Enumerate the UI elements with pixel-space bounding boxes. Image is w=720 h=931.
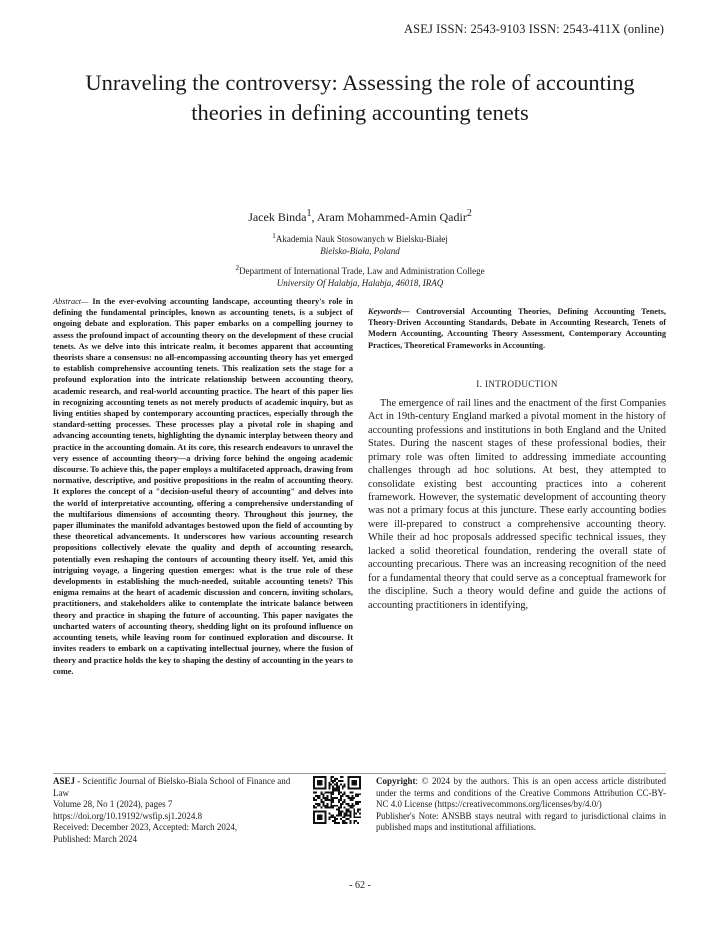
abstract-text: In the ever-evolving accounting landscape, accounting theory's role in defining the fundamental principles, known as accounting tenets, is a subject of ongoing debate and exploration. This paper embarks on a compelling journey to assess the profound impact of accounting theory on the development of these crucial tenets. As we delve into this intricate realm, it becomes apparent that accounting theorists share a consensus: no all-encompassing accounting theory has yet emerged to establish comprehensive accounting tenets. This realization sets the stage for a profound exploration into the intricate relationship between accounting theory, academic research, and real-world accounting practice. The heart of this paper lies in recognizing accounting tenets as not merely products of academic inquiry, but as living entities shaped by contemporary accounting practices, especially through the standard-setting processes. These processes play a pivotal role in shaping and advancing accounting tenets, highlighting the dynamic interplay between theory and practice in the accounting domain. At its core, this research endeavors to unravel the very essence of accounting theory—a driving force behind the ongoing academic discourse. To achieve this, the paper employs a multifaceted approach, drawing from normative, descriptive, and positive propositions in the realm of accounting theory. It explores the concept of a "decision-useful theory of accounting" and delves into the world of interpretative accounting, offering a comprehensive understanding of the multifarious dimensions of accounting theory. Throughout this journey, the paper illuminates the manifold advantages bestowed upon the field of accounting by these theoretical advancements. It underscores how various accounting research propositions collectively elevate the quality and depth of accounting research, potentially even reshaping the contours of accounting theory itself. Yet, amid this intriguing voyage, a lingering question emerges: what is the true role of these developments in establishing the much-needed, suitable accounting tenets? This enigma remains at the heart of academic discussion and concern, inviting scholars, practitioners, and stakeholders alike to contemplate the intricate balance between theory and practice in shaping the future of accounting. This paper navigates the uncharted waters of accounting theory, shedding light on its profound influence on accounting tenets, while leaving room for continued exploration and discourse. It invites readers to embark on a captivating intellectual journey, where the fusion of theory and practice holds the key to shaping the destiny of accounting in the years to come. xyxy=(53,297,353,676)
author-name: Aram Mohammed-Amin Qadir xyxy=(316,210,467,224)
section-heading-introduction: I. INTRODUCTION xyxy=(476,378,558,389)
abstract-column xyxy=(53,296,353,677)
journal-title xyxy=(53,776,303,799)
journal-full-name: - Scientific Journal of Bielsko-Biala School of Finance and Law xyxy=(53,776,291,798)
affiliation xyxy=(0,230,720,257)
affiliation-mark: 1 xyxy=(272,231,276,240)
keywords xyxy=(368,306,666,351)
affiliation-mark: 2 xyxy=(235,263,240,272)
received-date: Received: December 2023, Accepted: March 2024, xyxy=(53,822,238,832)
publisher-note: Publisher's Note: ANSBB stays neutral with regard to jurisdictional claims in published maps and institutional affiliations. xyxy=(376,810,666,832)
copyright-label: Copyright xyxy=(376,776,416,786)
affiliation-name: Akademia Nauk Stosowanych w Bielsku-Białej xyxy=(275,234,448,244)
footer-divider xyxy=(53,773,666,774)
affiliation-place: University Of Halabja, Halabja, 46018, IRAQ xyxy=(276,278,444,288)
page-number: - 62 - xyxy=(349,880,371,891)
introduction-paragraph: The emergence of rail lines and the enactment of the first Companies Act in 19th-century England marked a pivotal moment in the history of accounting professions and institutions in both England and the United States. During the nascent stages of these professional bodies, their primary role was often limited to addressing immediate accounting challenges through ad hoc solutions. At best, they attempted to consolidate existing best accounting practices into a coherent framework. However, the systematic development of accounting theory was not a primary focus at this juncture. These early accounting bodies were ill-prepared to construct a comprehensive accounting theory. While their ad hoc proposals addressed specific technical issues, they lacked a solid theoretical foundation, rendering the overall state of accounting precarious. There was an increasing recognition of the need for a fundamental theory that could serve as a conceptual framework for the discipline. Such a theory would define and guide the actions of accounting practitioners in identifying, xyxy=(368,397,666,611)
affiliation-place: Bielsko-Biała, Poland xyxy=(320,246,400,256)
published-date: Published: March 2024 xyxy=(53,833,137,844)
copyright-text: : © 2024 by the authors. This is an open access article distributed under the terms and conditions of the Creative Commons Attribution CC-BY-NC 4.0 License (https://creativecommons.org/licenses/by/4.0/) xyxy=(376,776,666,809)
journal-volume: Volume 28, No 1 (2024), pages 7 xyxy=(53,799,173,809)
issn-header: ASEJ ISSN: 2543-9103 ISSN: 2543-411X (online) xyxy=(404,22,664,36)
keywords-label: Keywords— xyxy=(368,307,410,316)
author-name: Jacek Binda xyxy=(248,210,307,224)
affiliation-name: Department of International Trade, Law and Administration College xyxy=(239,266,485,276)
abstract-label: Abstract— xyxy=(53,297,89,306)
right-column xyxy=(368,296,666,612)
affiliation xyxy=(0,262,720,289)
author-affiliation-mark: 1 xyxy=(306,208,312,219)
author-affiliation-mark: 2 xyxy=(466,208,472,219)
qr-code-icon xyxy=(313,776,361,824)
paper-title: Unraveling the controversy: Assessing the role of accounting theories in defining accounting tenets xyxy=(85,70,635,125)
journal-info xyxy=(53,776,303,845)
author-list xyxy=(0,208,720,225)
journal-abbrev: ASEJ xyxy=(53,776,76,786)
doi-link[interactable]: https://doi.org/10.19192/wsfip.sj1.2024.8 xyxy=(53,810,203,821)
author-separator: , xyxy=(311,210,317,224)
keywords-text: Controversial Accounting Theories, Defining Accounting Tenets, Theory-Driven Accounting Standards, Debate in Accounting Research, Tenets of Modern Accounting, Accounting Theory Assessment, Contemporary Accounting Practices, Theoretical Frameworks in Accounting. xyxy=(368,307,666,350)
abstract xyxy=(53,296,353,677)
copyright-notice xyxy=(376,776,666,834)
